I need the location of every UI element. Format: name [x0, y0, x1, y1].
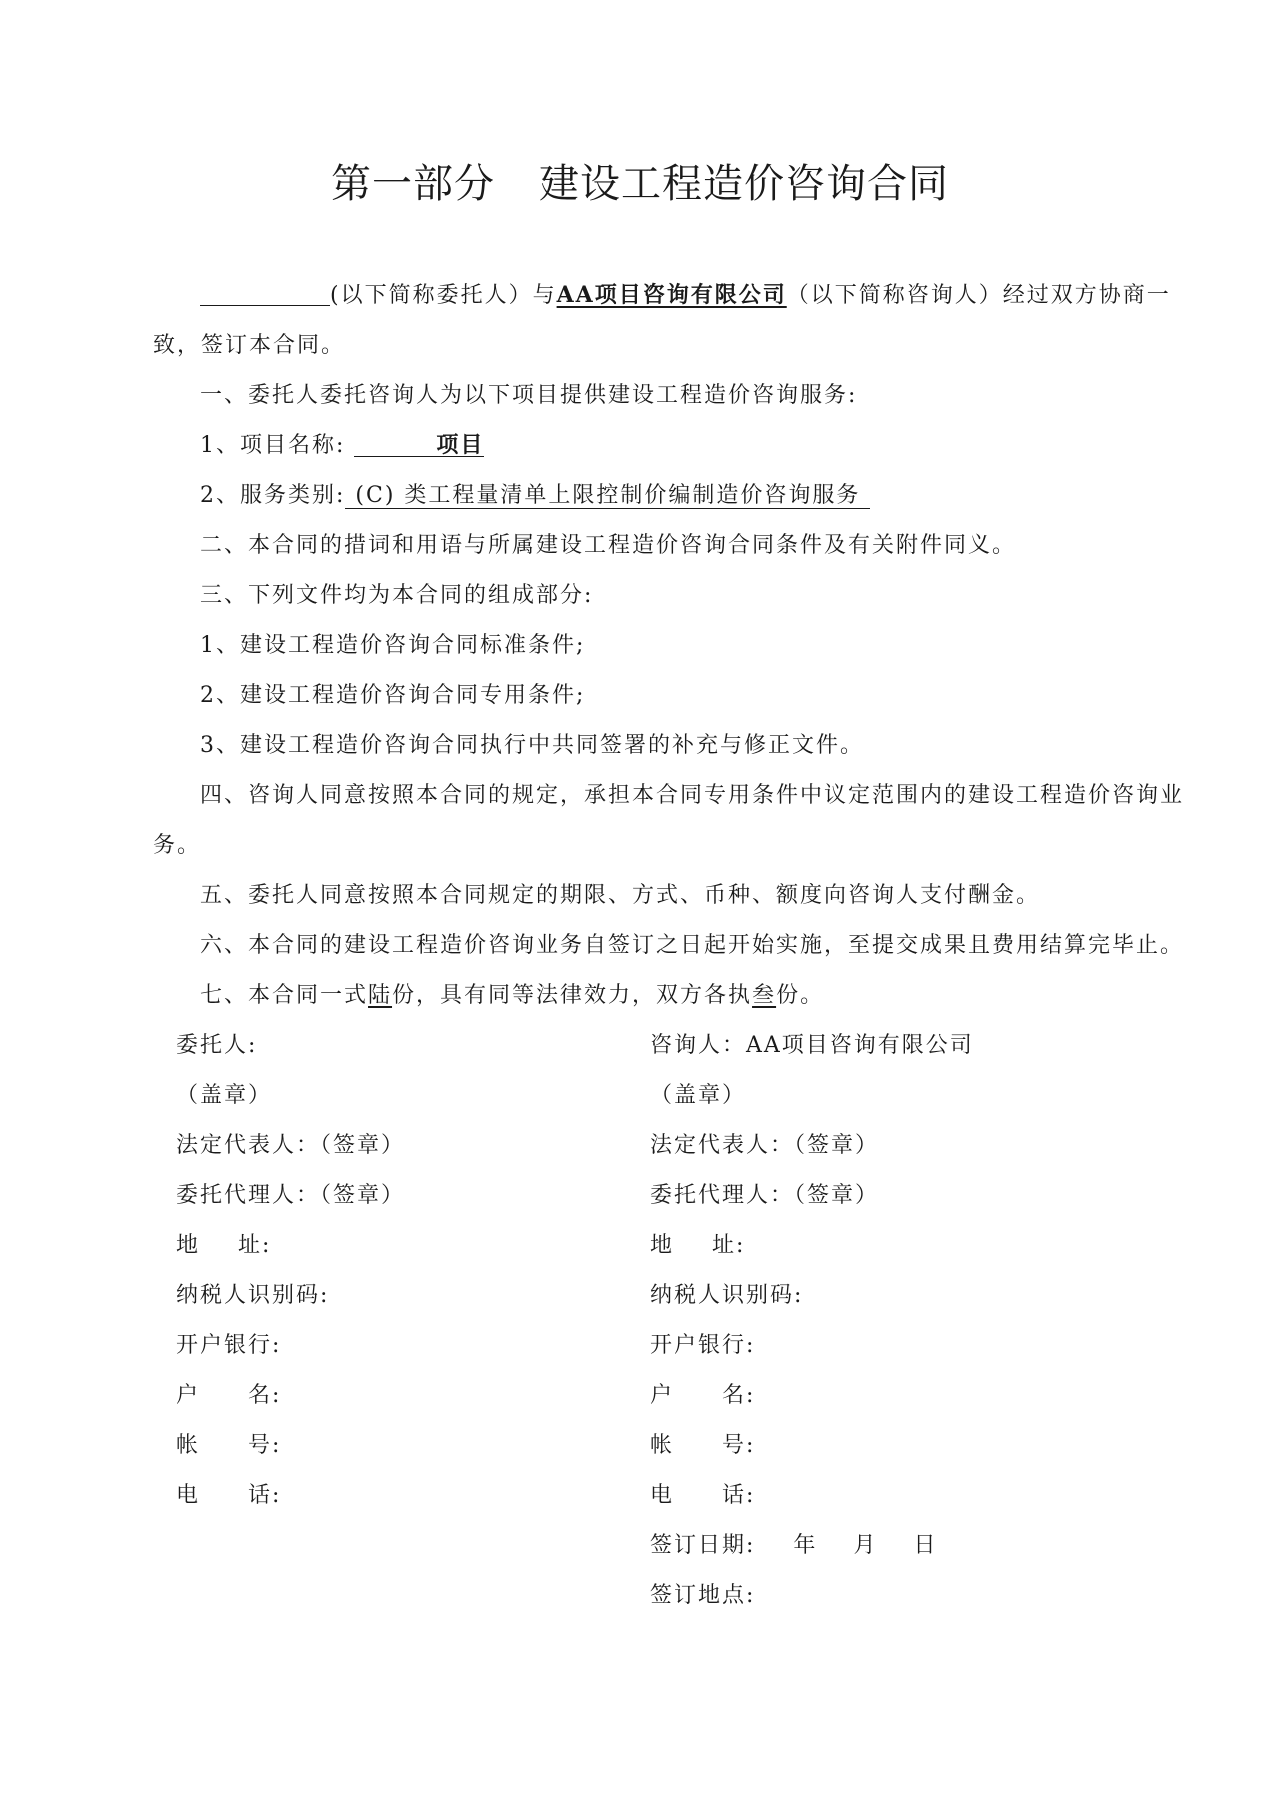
consultant-seal: （盖章） — [650, 1083, 747, 1108]
consultant-address-label-a: 地 — [650, 1233, 675, 1258]
consultant-phone-label-b: 话: — [722, 1483, 756, 1508]
consultant-address — [650, 1228, 745, 1259]
clause-3-item-3: 3、建设工程造价咨询合同执行中共同签署的补充与修正文件。 — [200, 733, 864, 758]
consultant-account-number-label-b: 号: — [722, 1433, 756, 1458]
client-agent: 委托代理人：（签章） — [176, 1183, 406, 1208]
consultant-account-name-label-a: 户 — [650, 1383, 675, 1408]
project-name-value: 项目 — [354, 434, 484, 457]
consultant-account-name-label-b: 名: — [722, 1383, 756, 1408]
clause-3-item-2: 2、建设工程造价咨询合同专用条件; — [200, 683, 586, 708]
client-legal-rep: 法定代表人：（签章） — [176, 1133, 406, 1158]
clause-5: 五、委托人同意按照本合同规定的期限、方式、币种、额度向咨询人支付酬金。 — [200, 883, 1041, 908]
clause-7-text-b: 份，具有同等法律效力，双方各执 — [392, 983, 753, 1008]
client-name-blank — [200, 283, 330, 306]
clause-1: 一、委托人委托咨询人为以下项目提供建设工程造价咨询服务: — [200, 383, 858, 408]
client-account-number-label-a: 帐 — [176, 1433, 201, 1458]
client-seal: （盖章） — [176, 1083, 273, 1108]
client-account-name — [176, 1378, 281, 1409]
consultant-legal-rep: 法定代表人：（签章） — [650, 1133, 880, 1158]
clause-1-item-2 — [200, 478, 870, 509]
service-type-label: 2、服务类别: — [200, 483, 346, 508]
page-title — [0, 152, 1280, 209]
consultant-account-number — [650, 1428, 755, 1459]
client-address — [176, 1228, 271, 1259]
signing-date-label: 签订日期: — [650, 1533, 756, 1558]
clause-6: 六、本合同的建设工程造价咨询业务自签订之日起开始实施，至提交成果且费用结算完毕止。 — [200, 933, 1185, 958]
clause-1-item-1 — [200, 428, 484, 459]
intro-paragraph-line1 — [200, 278, 1171, 309]
consultant-phone-label-a: 电 — [650, 1483, 675, 1508]
consultant-party-label: 咨询人：AA项目咨询有限公司 — [650, 1033, 974, 1058]
consultant-bank: 开户银行: — [650, 1333, 756, 1358]
clause-7-text-c: 份。 — [776, 983, 825, 1008]
consultant-account-number-label-a: 帐 — [650, 1433, 675, 1458]
clause-7 — [200, 978, 824, 1009]
intro-text-a: (以下简称委托人）与 — [330, 283, 557, 308]
client-address-label-b: 址: — [238, 1233, 272, 1258]
signing-date-day: 日 — [913, 1533, 938, 1558]
clause-4-line1: 四、咨询人同意按照本合同的规定，承担本合同专用条件中议定范围内的建设工程造价咨询业 — [200, 783, 1185, 808]
service-type-value: (C) 类工程量清单上限控制价编制造价咨询服务 — [345, 483, 870, 509]
copies-each: 叁 — [752, 983, 777, 1008]
client-phone — [176, 1478, 281, 1509]
client-account-name-label-a: 户 — [176, 1383, 201, 1408]
client-account-name-label-b: 名: — [248, 1383, 282, 1408]
clause-2: 二、本合同的措词和用语与所属建设工程造价咨询合同条件及有关附件同义。 — [200, 533, 1017, 558]
title-name: 建设工程造价咨询合同 — [539, 161, 949, 207]
clause-7-text-a: 七、本合同一式 — [200, 983, 369, 1008]
signing-date — [650, 1528, 937, 1559]
signing-date-year: 年 — [793, 1533, 818, 1558]
consultant-agent: 委托代理人：（签章） — [650, 1183, 880, 1208]
clause-3-item-1: 1、建设工程造价咨询合同标准条件; — [200, 633, 586, 658]
client-address-label-a: 地 — [176, 1233, 201, 1258]
client-phone-label-a: 电 — [176, 1483, 201, 1508]
consultant-address-label-b: 址: — [712, 1233, 746, 1258]
signing-date-month: 月 — [853, 1533, 878, 1558]
consultant-phone — [650, 1478, 755, 1509]
signing-place: 签订地点: — [650, 1583, 756, 1608]
consultant-account-name — [650, 1378, 755, 1409]
consultant-tax-id: 纳税人识别码: — [650, 1283, 804, 1308]
clause-4-line2: 务。 — [153, 833, 202, 858]
copies-total: 陆 — [368, 983, 393, 1008]
client-account-number-label-b: 号: — [248, 1433, 282, 1458]
client-party-label: 委托人: — [176, 1033, 258, 1058]
project-name-label: 1、项目名称: — [200, 433, 346, 458]
client-bank: 开户银行: — [176, 1333, 282, 1358]
intro-text-b: （以下简称咨询人）经过双方协商一 — [786, 283, 1171, 308]
client-phone-label-b: 话: — [248, 1483, 282, 1508]
consultant-name: AA项目咨询有限公司 — [556, 282, 787, 308]
title-part: 第一部分 — [331, 161, 495, 207]
client-tax-id: 纳税人识别码: — [176, 1283, 330, 1308]
clause-3: 三、下列文件均为本合同的组成部分: — [200, 583, 594, 608]
client-account-number — [176, 1428, 281, 1459]
intro-paragraph-line2: 致，签订本合同。 — [153, 333, 346, 358]
